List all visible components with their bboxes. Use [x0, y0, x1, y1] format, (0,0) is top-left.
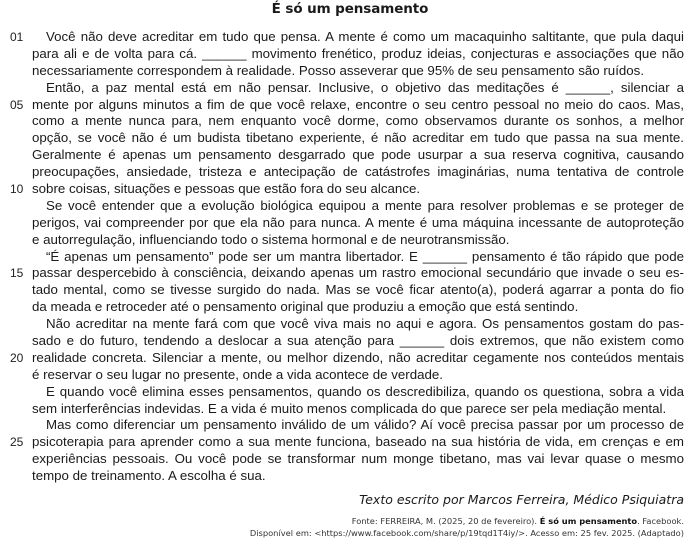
line-text: passar despercebido à consciência, deixando apenas um rastro emocional secundário que invade o seu es- — [32, 265, 684, 281]
text-line — [0, 350, 700, 367]
line-text: opção, se você não é um budista tibetano experiente, é não acreditar em tudo que passa na sua mente. — [32, 130, 684, 146]
source-availability: Disponível em: <https://www.facebook.com/share/p/19tqd1T4iy/>. Acesso em: 25 fev. 2025. (Adaptado) — [249, 528, 684, 538]
source-title: É só um pensamento — [539, 516, 638, 526]
line-text: tado mental, como se tivesse surgido do nada. Mas se você ficar atento(a), poderá agarrar a ponta do fio — [32, 282, 684, 298]
text-line — [0, 232, 700, 249]
text-line — [0, 451, 700, 468]
document-title: É só um pensamento — [271, 1, 429, 17]
line-text: Se você entender que a evolução biológica equipou a mente para resolver problemas e se proteger de — [46, 197, 684, 213]
text-line — [0, 130, 700, 147]
line-text: sobre coisas, situações e pessoas que estão fora do seu alcance. — [32, 181, 421, 197]
line-number: 05 — [10, 97, 24, 112]
source-prefix: Fonte: FERREIRA, M. (2025, 20 de fevereiro). — [351, 516, 540, 526]
text-line — [0, 181, 700, 198]
line-text: Geralmente é apenas um pensamento desgarrado que pode usurpar a sua reserva cognitiva, causando — [32, 147, 684, 163]
text-line — [0, 299, 700, 316]
text-line — [0, 198, 700, 215]
text-line — [0, 401, 700, 418]
text-line — [0, 333, 700, 350]
line-text: e autorregulação, influenciando todo o sistema hormonal e de neurotransmissão. — [32, 231, 510, 247]
source-citation — [352, 516, 684, 526]
line-text: sem interferências indevidas. E a vida é muito menos complicada do que parece ser pela mediação mental. — [32, 400, 667, 416]
text-line — [0, 468, 700, 485]
text-line — [0, 113, 700, 130]
line-text: tempo de treinamento. A escolha é sua. — [32, 468, 266, 484]
text-line — [0, 46, 700, 63]
line-text: para ali e de volta para cá. ______ movimento frenético, produz ideias, conjecturas e associações que não — [32, 45, 684, 61]
text-line — [0, 417, 700, 434]
text-line — [0, 97, 700, 114]
line-text: mente por alguns minutos a fim de que você relaxe, encontre o seu centro pessoal no meio do caos. Mas, — [32, 96, 684, 112]
author-signature: Texto escrito por Marcos Ferreira, Médico Psiquiatra — [359, 492, 684, 507]
text-line — [0, 147, 700, 164]
line-text: Então, a paz mental está em não pensar. Inclusive, o objetivo das meditações é ______, silenciar a — [46, 79, 684, 95]
line-text: da meada e retroceder até o pensamento original que produziu a emoção que está sentindo. — [32, 299, 579, 315]
text-line — [0, 316, 700, 333]
line-number: 01 — [10, 30, 24, 44]
text-line — [0, 63, 700, 80]
text-line — [0, 367, 700, 384]
line-text: realidade concreta. Silenciar a mente, ou melhor dizendo, não acreditar cegamente nos conteúdos mentais — [32, 349, 684, 365]
line-text: é reservar o seu lugar no presente, onde a vida acontece de verdade. — [32, 366, 443, 382]
line-text: Você não deve acreditar em tudo que pensa. A mente é como um macaquinho saltitante, que pula daqui — [46, 29, 684, 44]
text-line — [0, 384, 700, 401]
text-line — [0, 265, 700, 282]
line-number: 15 — [10, 266, 24, 281]
article-body — [0, 29, 700, 485]
line-number: 10 — [10, 182, 24, 197]
line-text: Não acreditar na mente fará com que você viva mais no aqui e agora. Os pensamentos gostam do pas- — [46, 316, 684, 332]
text-line — [0, 29, 700, 46]
text-line — [0, 282, 700, 299]
line-text: E quando você elimina esses pensamentos, quando os descredibiliza, quando os questiona, sobra a vida — [46, 383, 684, 399]
text-line — [0, 434, 700, 451]
text-line — [0, 249, 700, 266]
text-line — [0, 164, 700, 181]
line-text: “É apenas um pensamento” pode ser um mantra libertador. E ______ pensamento é tão rápido que pode — [46, 248, 684, 264]
text-line — [0, 80, 700, 97]
line-text: Mas como diferenciar um pensamento inválido de um válido? Aí você precisa passar por um processo de — [46, 417, 684, 433]
line-text: necessariamente correspondem à realidade. Posso asseverar que 95% de seu pensamento são ruídos. — [32, 62, 645, 78]
line-text: sado e do futuro, tendendo a deslocar a sua atenção para ______ dois extremos, que não existem como — [32, 333, 684, 349]
line-number: 20 — [10, 350, 24, 365]
line-text: experiências pessoais. Ou você pode se transformar num monge tibetano, mas vai levar quase o mesmo — [32, 451, 684, 467]
line-text: psicoterapia para aprender como a sua mente funciona, baseado na sua história de vida, em crenças e em — [32, 434, 684, 450]
line-number: 25 — [10, 435, 24, 450]
source-suffix: . Facebook. — [637, 516, 684, 526]
line-text: preocupações, ansiedade, tristeza e antecipação de catástrofes imaginárias, numa tentativa de controle — [32, 164, 684, 180]
text-line — [0, 215, 700, 232]
line-text: como a mente nunca para, nem enquanto você dorme, como observamos durante os sonhos, a melhor — [32, 113, 684, 129]
line-text: perigos, vai compreender por que ela não para nunca. A mente é uma máquina incessante de autoproteção — [32, 214, 684, 230]
